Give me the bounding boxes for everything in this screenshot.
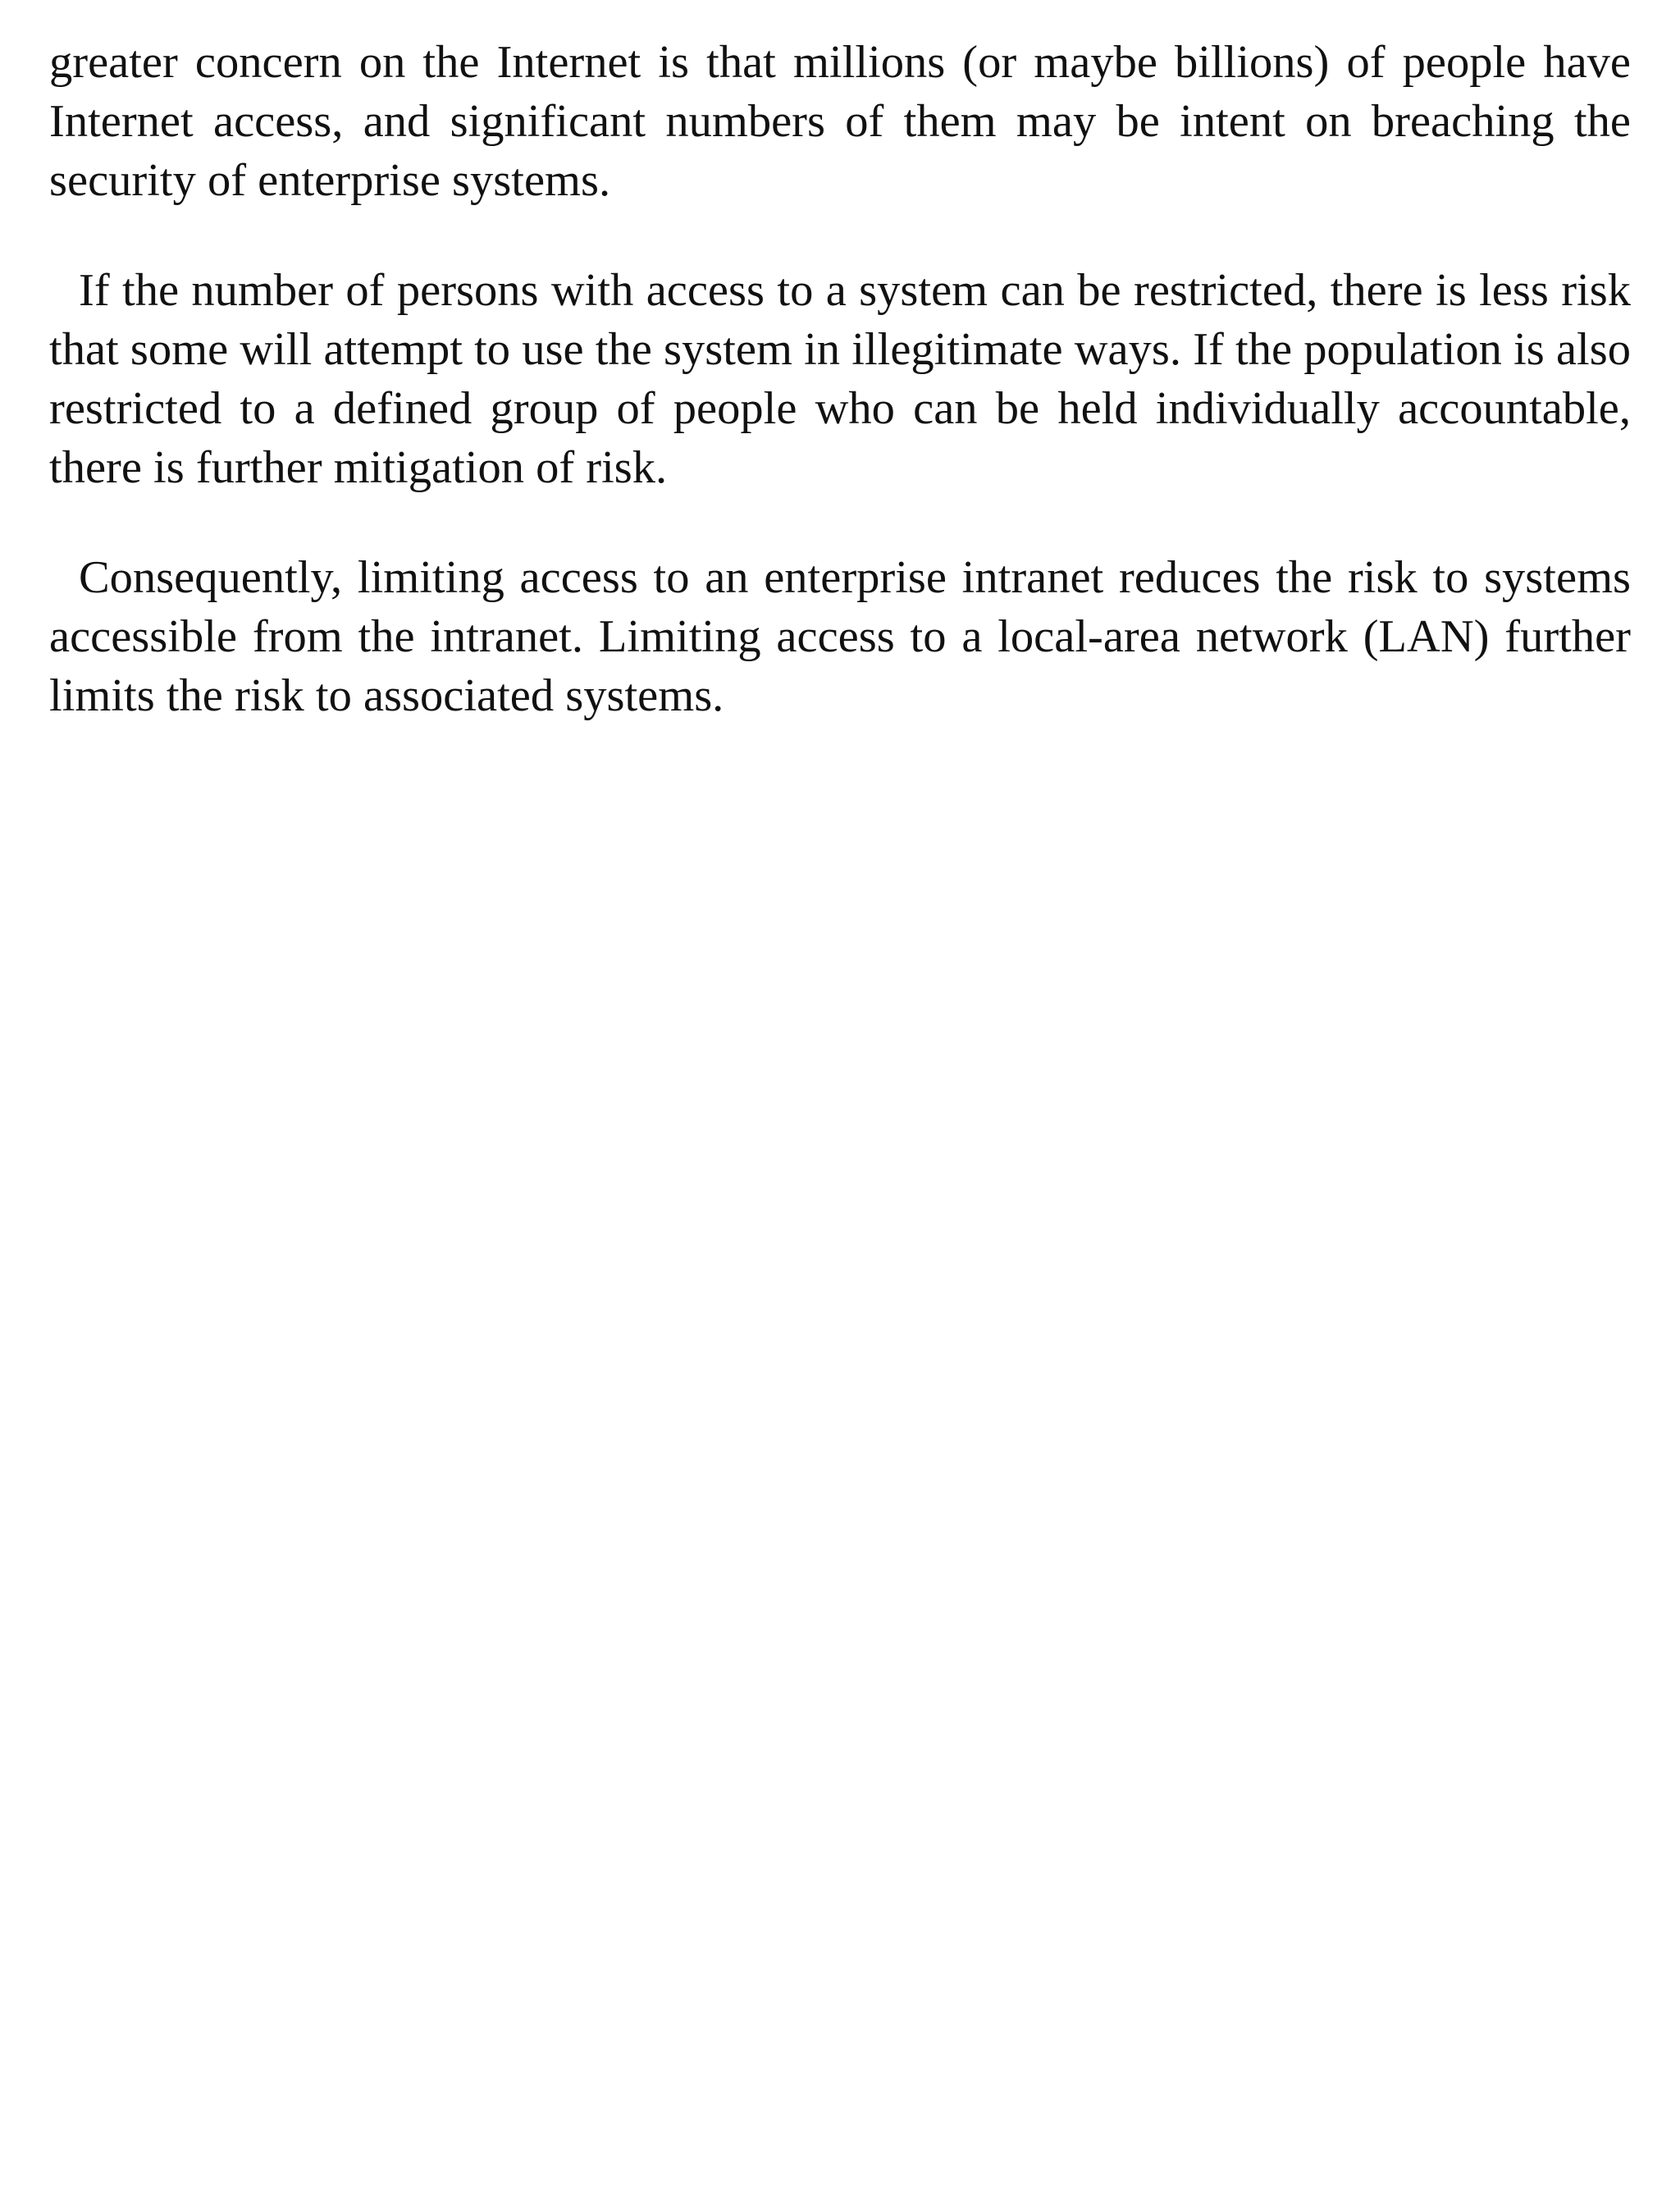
paragraph-continuation: greater concern on the Internet is that millions (or maybe billions) of people have Internet access, and significant numbers of them may be intent on breaching the security of enterprise systems. — [49, 37, 1631, 206]
paragraph-access-restriction: If the number of persons with access to a system can be restricted, there is less risk that some will attempt to use the system in illegitimate ways. If the population is also restricted to a defined group of people who can be held individually accountable, there is further mitigation of risk. — [49, 265, 1631, 493]
paragraph-limiting-access: Consequently, limiting access to an enterprise intranet reduces the risk to systems accessible from the intranet. Limiting access to a local-area network (LAN) further limits the risk to associated systems. — [49, 552, 1631, 721]
